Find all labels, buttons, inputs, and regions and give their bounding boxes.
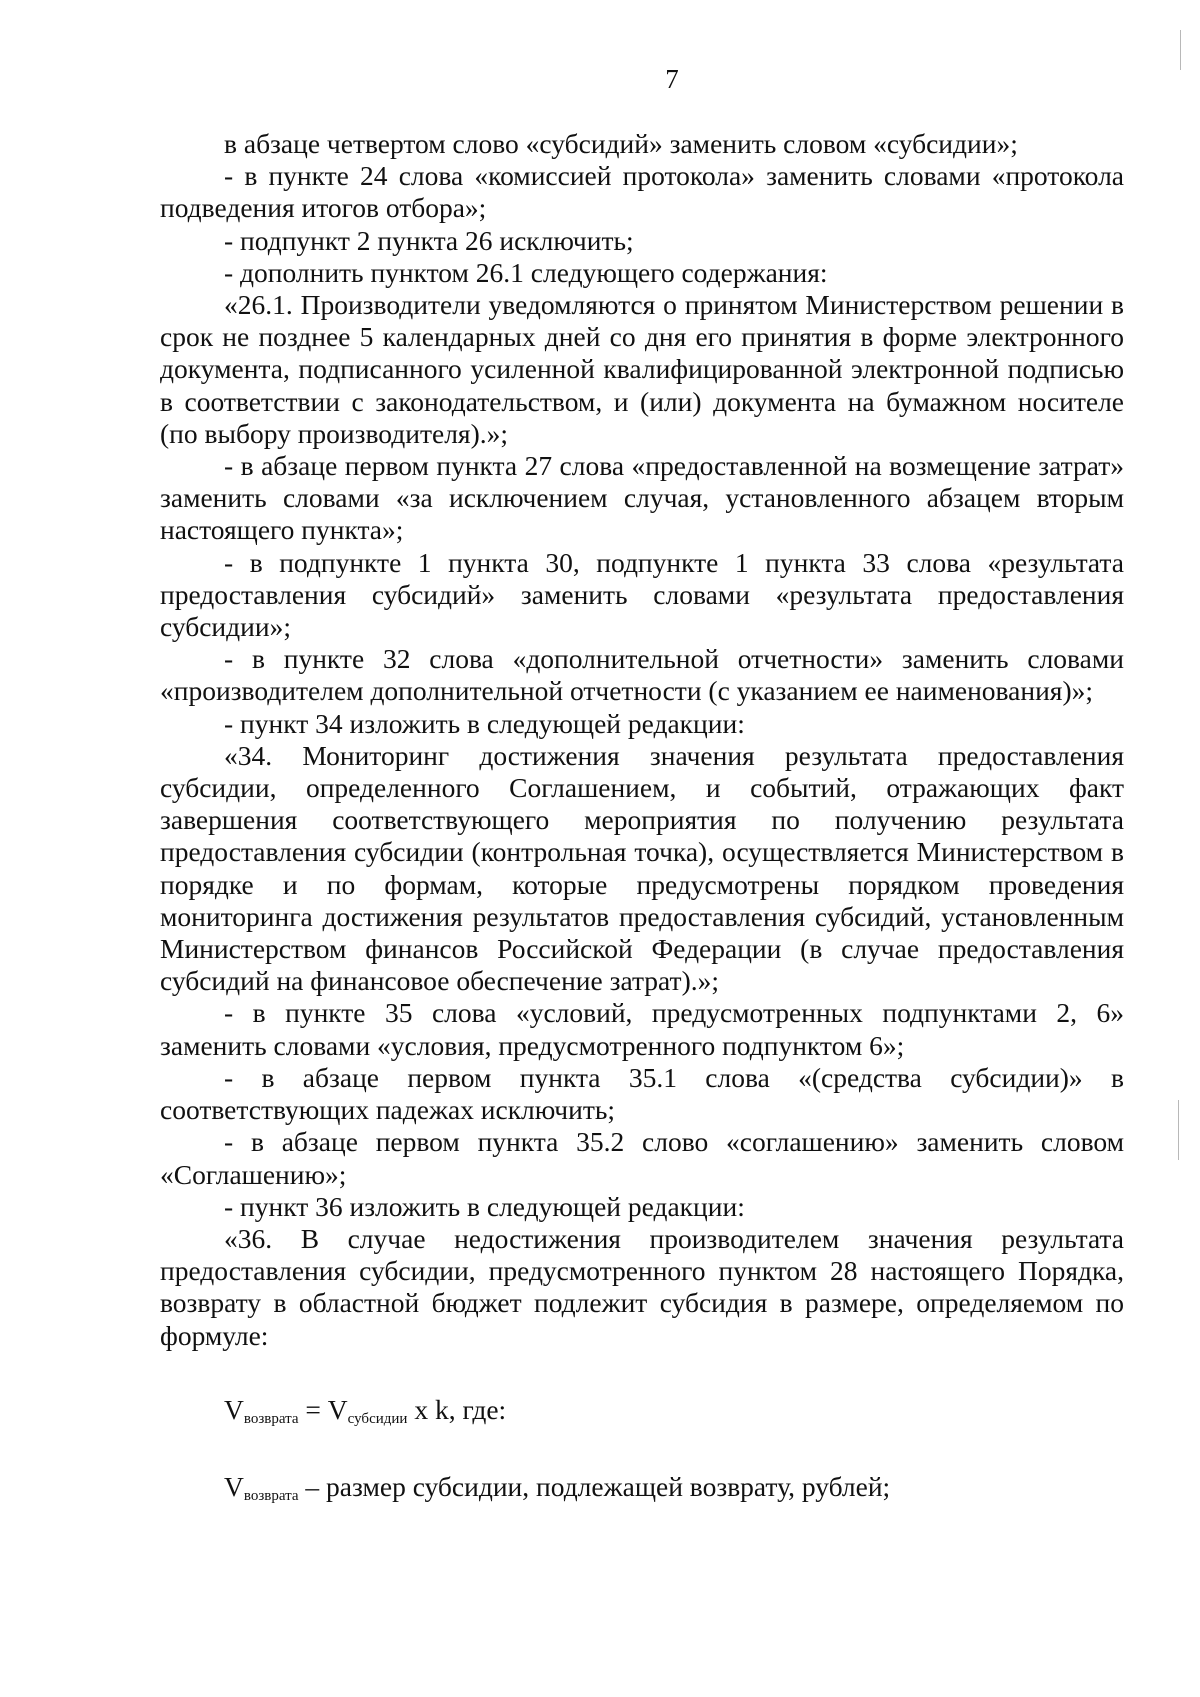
formula-sub-refund: возврата <box>243 1410 299 1427</box>
paragraph-9: - пункт 34 изложить в следующей редакции: <box>224 707 745 739</box>
paragraph-7: - в подпункте 1 пункта 30, подпункте 1 пункта 33 слова «результата предоставления субсидий» заменить словами «результата предоставления субсидии»; <box>160 546 1124 643</box>
paragraph-8: - в пункте 32 слова «дополнительной отчетности» заменить словами «производителем дополнительной отчетности (с указанием ее наименования)»; <box>160 643 1124 707</box>
formula-v-subsidy: V <box>327 1393 348 1425</box>
paragraph-1: в абзаце четвертом слово «субсидий» заменить словом «субсидии»; <box>224 128 1018 159</box>
paragraph-14: - пункт 36 изложить в следующей редакции: <box>224 1190 745 1222</box>
definition-v: V <box>224 1470 244 1502</box>
paragraph-5: «26.1. Производители уведомляются о принятом Министерством решении в срок не позднее 5 календарных дней со дня его принятия в форме электронного документа, подписанного усиленной квалифицированной электронной подписью в соответствии с законодательством, и (или) документа на бумажном носителе (по выбору производителя).»; <box>160 289 1124 449</box>
formula-rest: x k, где: <box>407 1393 507 1425</box>
formula-v-refund: V <box>224 1393 244 1425</box>
scan-edge-mark <box>1180 30 1181 70</box>
scan-edge-mark <box>1178 1100 1179 1160</box>
definition-sub: возврата <box>243 1487 299 1504</box>
paragraph-11: - в пункте 35 слова «условий, предусмотренных подпунктами 2, 6» заменить словами «условия, предусмотренного подпунктом 6»; <box>160 997 1124 1061</box>
formula-definition <box>224 1469 1124 1514</box>
formula-sub-subsidy: субсидии <box>347 1410 408 1427</box>
paragraph-3: - подпункт 2 пункта 26 исключить; <box>224 224 634 256</box>
paragraph-2: - в пункте 24 слова «комиссией протокола» заменить словами «протокола подведения итогов отбора»; <box>160 160 1124 224</box>
paragraph-4: - дополнить пунктом 26.1 следующего содержания: <box>224 256 828 288</box>
paragraph-13: - в абзаце первом пункта 35.2 слово «соглашению» заменить словом «Соглашению»; <box>160 1126 1124 1190</box>
page-number: 7 <box>665 64 679 94</box>
paragraph-15: «36. В случае недостижения производителем значения результата предоставления субсидии, предусмотренного пунктом 28 настоящего Порядка, возврату в областной бюджет подлежит субсидия в размере, определяемом по формуле: <box>160 1222 1124 1351</box>
formula-equals: = <box>298 1393 328 1425</box>
paragraph-10: «34. Мониторинг достижения значения результата предоставления субсидии, определенного Соглашением, и событий, отражающих факт завершения соответствующего мероприятия по получению результата предоставления субсидии (контрольная точка), осуществляется Министерством в порядке и по формам, которые предусмотрены порядком проведения мониторинга достижения результатов предоставления субсидий, установленным Министерством финансов Российской Федерации (в случае предоставления субсидий на финансовое обеспечение затрат).»; <box>160 739 1124 997</box>
paragraph-12: - в абзаце первом пункта 35.1 слова «(средства субсидии)» в соответствующих падежах исключить; <box>160 1061 1124 1126</box>
definition-text: – размер субсидии, подлежащей возврату, рублей; <box>298 1470 891 1502</box>
refund-formula <box>224 1392 1124 1437</box>
paragraph-6: - в абзаце первом пункта 27 слова «предоставленной на возмещение затрат» заменить словами «за исключением случая, установленного абзацем вторым настоящего пункта»; <box>160 450 1124 546</box>
